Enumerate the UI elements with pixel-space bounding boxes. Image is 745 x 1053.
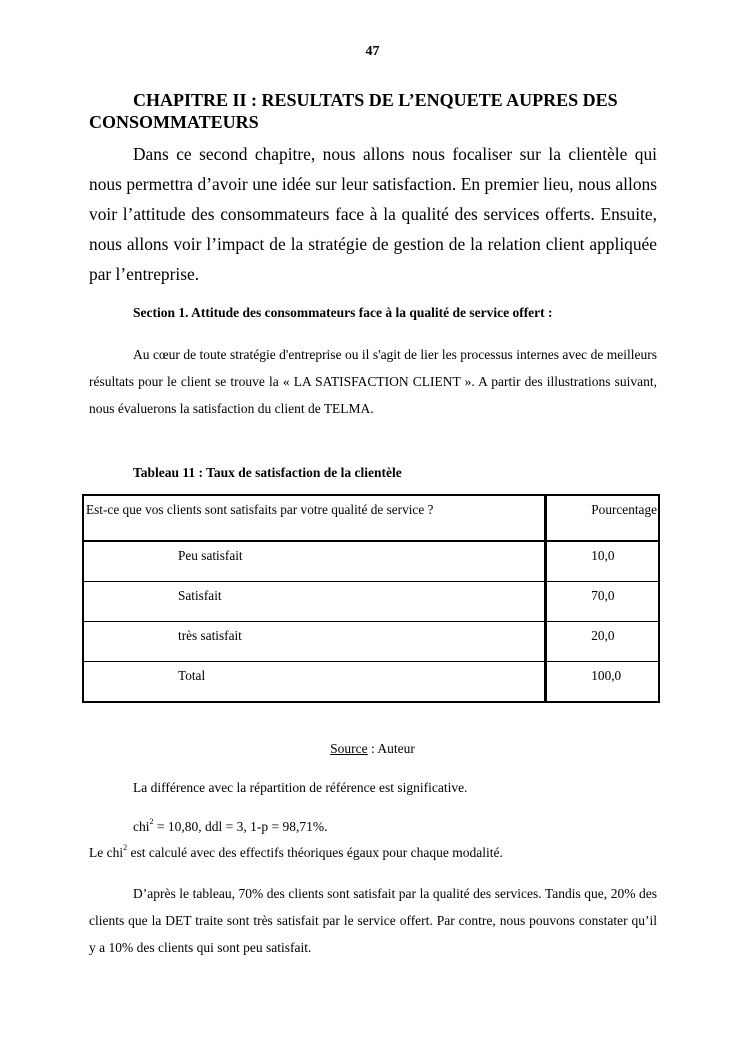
source-rest: : Auteur — [367, 741, 415, 756]
chi-square-note: Le chi$^2$ est calculé avec des effectifs théoriques égaux pour chaque modalité. — [89, 843, 503, 860]
table-row-label: Total — [83, 661, 546, 702]
table-row — [83, 582, 659, 622]
chapter-heading-line2: CONSOMMATEURS — [89, 112, 259, 132]
section-title: Section 1. Attitude des consommateurs face à la qualité de service offert : — [133, 305, 553, 320]
source-line — [0, 741, 745, 757]
intro-paragraph-text: Dans ce second chapitre, nous allons nous focaliser sur la clientèle qui nous permettra d’avoir une idée sur leur satisfaction. En premier lieu, nous allons voir l’attitude des consommateurs face à la qualité des services offerts. Ensuite, nous allons voir l’impact de la stratégie de gestion de la relation client appliquée par l’entreprise. — [89, 144, 657, 284]
table-row-label: Satisfait — [83, 582, 546, 622]
paragraph-analysis-text: D’après le tableau, 70% des clients sont satisfait par la qualité des services. Tandis que, 20% des clients que la DET traite sont très satisfait par le service offert. Par contre, nous pouvons constater qu’il y a 10% des clients qui sont peu satisfait. — [89, 886, 657, 955]
table-row-value: 70,0 — [546, 582, 659, 622]
table-row-value: 10,0 — [546, 541, 659, 582]
table-header-question: Est-ce que vos clients sont satisfaits par votre qualité de service ? — [83, 495, 546, 541]
paragraph-significance: La différence avec la répartition de référence est significative. — [133, 780, 468, 795]
chapter-heading — [89, 89, 659, 133]
chapter-heading-line1: CHAPITRE II : RESULTATS DE L’ENQUETE AUPRES DES — [133, 90, 618, 110]
intro-paragraph — [89, 139, 657, 289]
table-row — [83, 621, 659, 661]
paragraph-analysis — [89, 880, 657, 961]
table-header-value: Pourcentage — [546, 495, 659, 541]
chi-square-result: chi$^2$ = 10,80, ddl = 3, 1-p = 98,71%. — [133, 817, 328, 834]
paragraph-satisfaction-intro-text: Au cœur de toute stratégie d'entreprise ou il s'agit de lier les processus internes avec de meilleurs résultats pour le client se trouve la « LA SATISFACTION CLIENT ». A partir des illustrations suivant, nous évaluerons la satisfaction du client de TELMA. — [89, 347, 657, 416]
paragraph-satisfaction-intro — [89, 341, 657, 422]
satisfaction-table — [82, 494, 660, 703]
table-row — [83, 541, 659, 582]
source-label: Source — [330, 741, 368, 756]
table-row — [83, 661, 659, 702]
page-number: 47 — [365, 44, 380, 59]
table-title: Tableau 11 : Taux de satisfaction de la clientèle — [133, 465, 402, 480]
table-row-value: 20,0 — [546, 621, 659, 661]
table-row-label: très satisfait — [83, 621, 546, 661]
table-header-row — [83, 495, 659, 541]
table-row-value: 100,0 — [546, 661, 659, 702]
table-row-label: Peu satisfait — [83, 541, 546, 582]
